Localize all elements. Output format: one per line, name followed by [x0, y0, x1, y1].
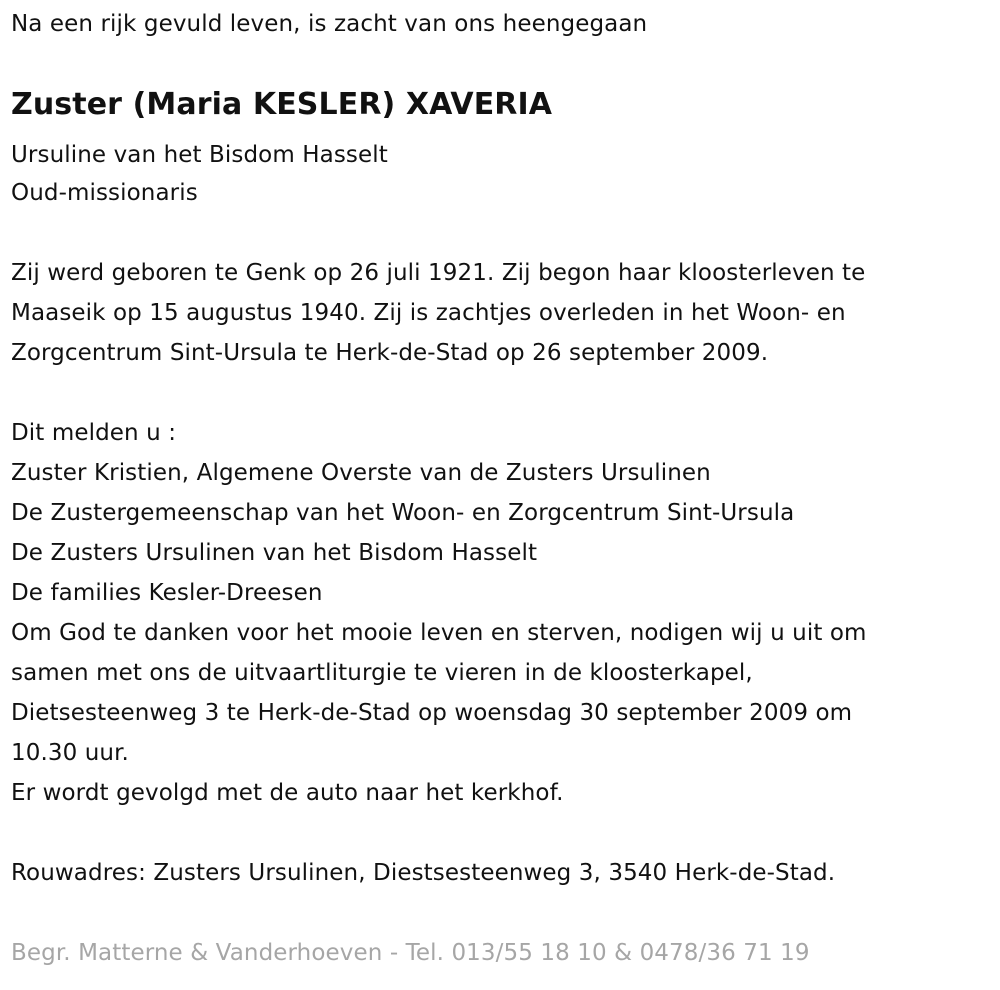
funeral-home-footer: Begr. Matterne & Vanderhoeven - Tel. 013/55 18 10 & 0478/36 71 19	[11, 940, 810, 966]
mourning-address: Rouwadres: Zusters Ursulinen, Diestsesteenweg 3, 3540 Herk-de-Stad.	[11, 860, 836, 886]
announcement-line: De Zustergemeenschap van het Woon- en Zorgcentrum Sint-Ursula	[11, 500, 795, 526]
announcement-line: Er wordt gevolgd met de auto naar het kerkhof.	[11, 780, 564, 806]
bio-line: Maaseik op 15 augustus 1940. Zij is zachtjes overleden in het Woon- en	[11, 300, 846, 326]
announcement-line: Om God te danken voor het mooie leven en sterven, nodigen wij u uit om	[11, 620, 867, 646]
bio-line: Zij werd geboren te Genk op 26 juli 1921. Zij begon haar kloosterleven te	[11, 260, 866, 286]
intro-text: Na een rijk gevuld leven, is zacht van ons heengegaan	[11, 11, 648, 37]
subtitle-line: Oud-missionaris	[11, 180, 198, 206]
announcement-line: Dietsesteenweg 3 te Herk-de-Stad op woensdag 30 september 2009 om	[11, 700, 853, 726]
announcement-line: Dit melden u :	[11, 420, 177, 446]
announcement-line: De families Kesler-Dreesen	[11, 580, 323, 606]
announcement-line: De Zusters Ursulinen van het Bisdom Hasselt	[11, 540, 538, 566]
bio-line: Zorgcentrum Sint-Ursula te Herk-de-Stad op 26 september 2009.	[11, 340, 769, 366]
announcement-line: 10.30 uur.	[11, 740, 129, 766]
subtitle-line: Ursuline van het Bisdom Hasselt	[11, 142, 388, 168]
announcement-line: Zuster Kristien, Algemene Overste van de Zusters Ursulinen	[11, 460, 711, 486]
announcement-line: samen met ons de uitvaartliturgie te vieren in de kloosterkapel,	[11, 660, 753, 686]
deceased-name: Zuster (Maria KESLER) XAVERIA	[11, 87, 553, 122]
